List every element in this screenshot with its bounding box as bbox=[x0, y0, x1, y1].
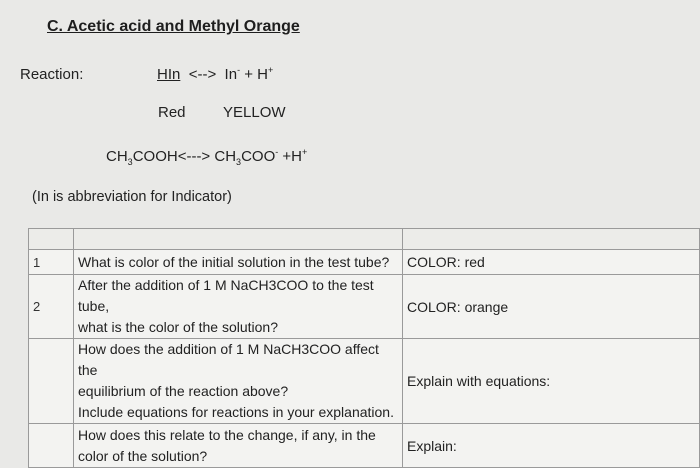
question-line: Include equations for reactions in your explanation. bbox=[78, 404, 394, 420]
eq2-reactant-b: COOH bbox=[132, 148, 178, 165]
equation-indicator bbox=[157, 66, 273, 83]
header-cell bbox=[403, 229, 700, 250]
eq2-reactant-sub: 3 bbox=[127, 157, 133, 167]
row-number bbox=[29, 424, 74, 468]
header-cell bbox=[29, 229, 74, 250]
eq1-product1-charge: - bbox=[237, 65, 241, 75]
question-table bbox=[28, 228, 700, 468]
question-cell bbox=[74, 250, 403, 275]
question-cell bbox=[74, 275, 403, 339]
eq2-product-a: CH bbox=[214, 148, 237, 165]
row-number bbox=[29, 339, 74, 424]
equation-acetic-acid bbox=[106, 148, 307, 165]
question-line: After the addition of 1 M NaCH3COO to the test tube, bbox=[78, 277, 374, 314]
eq2-product-b: COO bbox=[241, 148, 276, 165]
row-number: 2 bbox=[29, 275, 74, 339]
table-row bbox=[29, 339, 700, 424]
header-cell bbox=[74, 229, 403, 250]
eq2-plus: +H bbox=[282, 148, 302, 165]
question-line: color of the solution? bbox=[78, 447, 208, 464]
table-row bbox=[29, 275, 700, 339]
answer-cell[interactable]: COLOR: orange bbox=[403, 275, 700, 339]
eq2-product-charge: - bbox=[275, 147, 279, 157]
table-header-row bbox=[29, 229, 700, 250]
row-number: 1 bbox=[29, 250, 74, 275]
answer-cell[interactable]: Explain with equations: bbox=[403, 339, 700, 424]
question-line: How does this relate to the change, if any, in the bbox=[78, 426, 376, 443]
table-row bbox=[29, 250, 700, 275]
question-line: what is the color of the solution? bbox=[78, 319, 279, 335]
answer-cell[interactable]: COLOR: red bbox=[403, 250, 700, 275]
eq1-product1: In bbox=[224, 66, 238, 83]
question-cell bbox=[74, 339, 403, 424]
reaction-label: Reaction: bbox=[20, 66, 84, 83]
question-line: What is color of the initial solution in the test tube? bbox=[78, 253, 390, 270]
indicator-note: (In is abbreviation for Indicator) bbox=[32, 189, 232, 205]
section-title: C. Acetic acid and Methyl Orange bbox=[47, 18, 300, 35]
eq1-product2: H bbox=[257, 66, 269, 83]
question-line: equilibrium of the reaction above? bbox=[78, 383, 289, 399]
eq2-arrow: <---> bbox=[177, 148, 211, 165]
eq2-plus-charge: + bbox=[302, 147, 308, 157]
eq1-reactant: HIn bbox=[157, 66, 181, 83]
table-row bbox=[29, 424, 700, 468]
color-yellow-label: YELLOW bbox=[223, 104, 286, 121]
eq1-product2-charge: + bbox=[268, 65, 274, 75]
question-line: How does the addition of 1 M NaCH3COO affect the bbox=[78, 341, 379, 378]
color-red-label: Red bbox=[158, 104, 186, 121]
eq1-arrow: <--> bbox=[188, 66, 217, 83]
question-cell bbox=[74, 424, 403, 468]
answer-cell[interactable]: Explain: bbox=[403, 424, 700, 468]
eq2-reactant-a: CH bbox=[106, 148, 128, 165]
eq1-plus: + bbox=[244, 66, 253, 83]
eq2-product-sub: 3 bbox=[236, 157, 242, 167]
